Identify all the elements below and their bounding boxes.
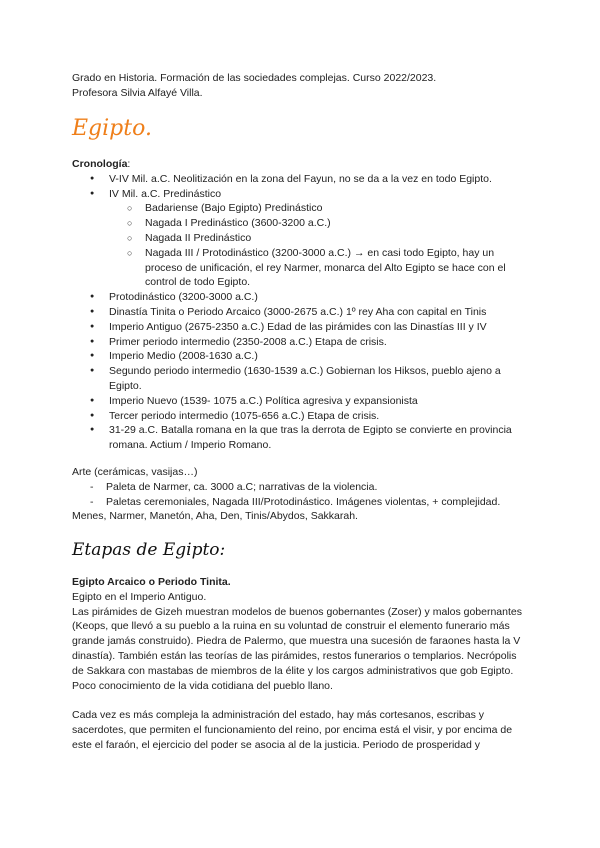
paragraph-spacer	[72, 693, 528, 708]
list-item: ● Primer periodo intermedio (2350-2008 a.C.) Etapa de crisis.	[72, 335, 532, 350]
list-item: ● Protodinástico (3200-3000 a.C.)	[72, 290, 532, 305]
cronologia-label-text: Cronología	[72, 158, 128, 170]
arte-label: Arte (cerámicas, vasijas…)	[72, 466, 198, 478]
etapas-line: Egipto en el Imperio Antiguo.	[72, 590, 207, 603]
sub-list-item: ○ Nagada III / Protodinástico (3200-3000 a.C.) → en casi todo Egipto, hay un proceso de unificación, el rey Narmer, monarca del Alto Egipto se hace con el control de todo Egipto.	[72, 246, 532, 290]
cronologia-colon: :	[127, 158, 131, 170]
sub-list-item: ○ Nagada II Predinástico	[72, 231, 532, 246]
predinastico-sublist	[109, 201, 532, 290]
arte-names: Menes, Narmer, Manetón, Aha, Den, Tinis/Abydos, Sakkarah.	[72, 510, 358, 523]
arte-section	[72, 465, 532, 524]
list-item: ● Dinastía Tinita o Periodo Arcaico (3000-2675 a.C.) 1º rey Aha con capital en Tinis	[72, 305, 532, 320]
list-item: ● V-IV Mil. a.C. Neolitización en la zona del Fayun, no se da a la vez en todo Egipto.	[72, 172, 532, 187]
section-title-egipto: Egipto.	[72, 116, 152, 141]
list-item: ● Imperio Nuevo (1539- 1075 a.C.) Política agresiva y expansionista	[72, 394, 532, 409]
list-item: ● Segundo periodo intermedio (1630-1539 a.C.) Gobiernan los Hiksos, pueblo ajeno a Egipto.	[72, 364, 532, 394]
etapas-paragraph: Cada vez es más compleja la administración del estado, hay más cortesanos, escribas y sacerdotes, que permiten el funcionamiento del reino, por encima está el visir, y por encima de este el faraón, el ejercicio del poder se asocia al de la justicia. Periodo de prosperidad y	[72, 709, 513, 751]
sub-list-item: ○ Badariense (Bajo Egipto) Predinástico	[72, 201, 532, 216]
header-professor-line: Profesora Silvia Alfayé Villa.	[72, 87, 203, 99]
etapas-section	[72, 575, 528, 753]
etapas-subtitle: Egipto Arcaico o Periodo Tinita.	[72, 576, 231, 588]
list-item: ● 31-29 a.C. Batalla romana en la que tras la derrota de Egipto se convierte en provincia romana. Actium / Imperio Romano.	[72, 423, 532, 453]
arte-list	[72, 480, 532, 510]
list-item	[72, 187, 532, 291]
cronologia-list	[72, 172, 532, 453]
etapas-paragraph: Las pirámides de Gizeh muestran modelos de buenos gobernantes (Zoser) y malos gobernantes (Keops, que llevó a su pueblo a la ruina en su voluntad de construir el elemento funerario más grande jamás construido). Piedra de Palermo, que muestra una sucesión de faraones hasta la V dinastía). También están las teorías de las pirámides, restos funerarios o templarios. Necrópolis de Sakkara con mastabas de miembros de la élite y los cargos administrativos que gob Egipto. Poco conocimiento de la vida cotidiana del pueblo llano.	[72, 605, 522, 692]
list-item: ● Tercer periodo intermedio (1075-656 a.C.) Etapa de crisis.	[72, 409, 532, 424]
list-item-text: IV Mil. a.C. Predinástico	[109, 187, 222, 200]
list-item: - Paleta de Narmer, ca. 3000 a.C; narrativas de la violencia.	[72, 480, 532, 495]
header-course-line: Grado en Historia. Formación de las sociedades complejas. Curso 2022/2023.	[72, 72, 437, 84]
list-item: ● Imperio Medio (2008-1630 a.C.)	[72, 349, 532, 364]
sub-list-item: ○ Nagada I Predinástico (3600-3200 a.C.)	[72, 216, 532, 231]
list-item: - Paletas ceremoniales, Nagada III/Protodinástico. Imágenes violentas, + complejidad.	[72, 495, 532, 510]
cronologia-label	[72, 157, 532, 172]
section-title-etapas: Etapas de Egipto:	[72, 540, 226, 560]
document-header	[72, 71, 436, 101]
cronologia-section	[72, 157, 532, 453]
list-item: ● Imperio Antiguo (2675-2350 a.C.) Edad de las pirámides con las Dinastías III y IV	[72, 320, 532, 335]
